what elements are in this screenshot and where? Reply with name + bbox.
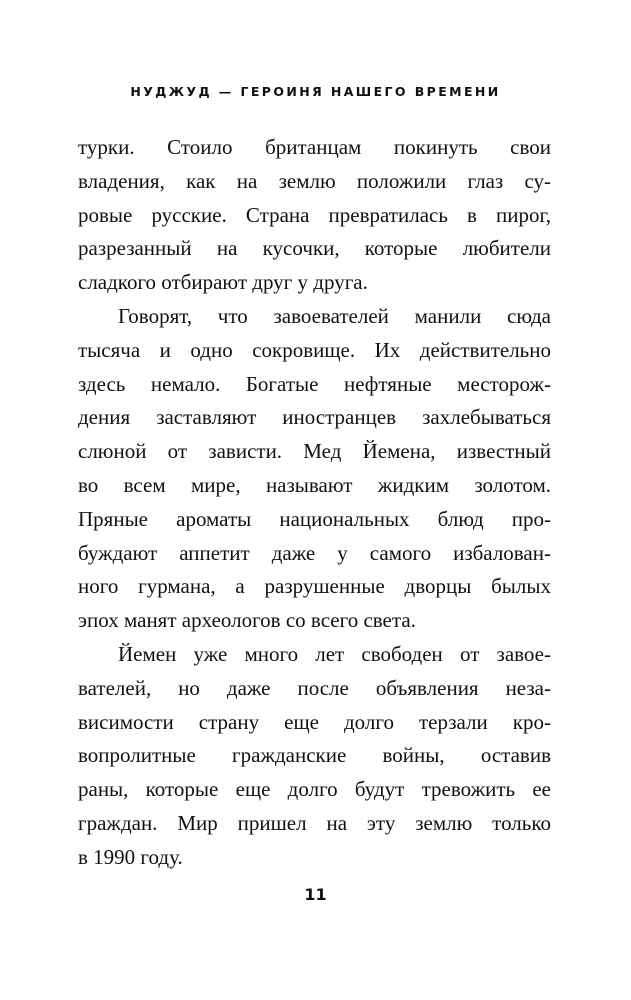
text-line: буждают аппетит даже у самого избалован- (78, 540, 551, 565)
page-text (78, 131, 551, 875)
text-line: во всем мире, называют жидким золотом. (78, 472, 551, 497)
running-head: НУДЖУД — ГЕРОИНЯ НАШЕГО ВРЕМЕНИ (130, 84, 501, 99)
text-line: владения, как на землю положили глаз су- (78, 168, 551, 193)
text-line: висимости страну еще долго терзали кро- (78, 709, 551, 734)
paragraph-3 (78, 638, 551, 875)
text-line: Пряные ароматы национальных блюд про- (78, 506, 551, 531)
paragraph-2 (78, 300, 551, 638)
text-line: турки. Стоило британцам покинуть свои (78, 135, 551, 159)
text-line: вателей, но даже после объявления неза- (78, 675, 551, 700)
text-line: эпох манят археологов со всего света. (78, 608, 416, 633)
text-line: в 1990 году. (78, 844, 183, 869)
text-line: вопролитные гражданские войны, оставив (78, 743, 551, 768)
paragraph-1 (78, 131, 551, 300)
text-line: здесь немало. Богатые нефтяные месторож- (78, 371, 551, 396)
text-line: ровые русские. Страна превратилась в пирог, (78, 202, 551, 227)
text-line: ного гурмана, а разрушенные дворцы былых (78, 574, 551, 599)
text-line: Говорят, что завоевателей манили сюда (118, 303, 551, 328)
text-line: дения заставляют иностранцев захлебываться (78, 405, 551, 430)
text-line: разрезанный на кусочки, которые любители (78, 236, 551, 261)
text-line: слюной от зависти. Мед Йемена, известный (78, 439, 551, 464)
text-line: сладкого отбирают друг у друга. (78, 270, 368, 295)
text-line: тысяча и одно сокровище. Их действительно (78, 337, 551, 362)
text-line: Йемен уже много лет свободен от завое- (118, 641, 551, 666)
page-number: 11 (304, 885, 327, 904)
text-line: раны, которые еще долго будут тревожить ее (78, 777, 551, 802)
text-line: граждан. Мир пришел на эту землю только (78, 810, 551, 835)
